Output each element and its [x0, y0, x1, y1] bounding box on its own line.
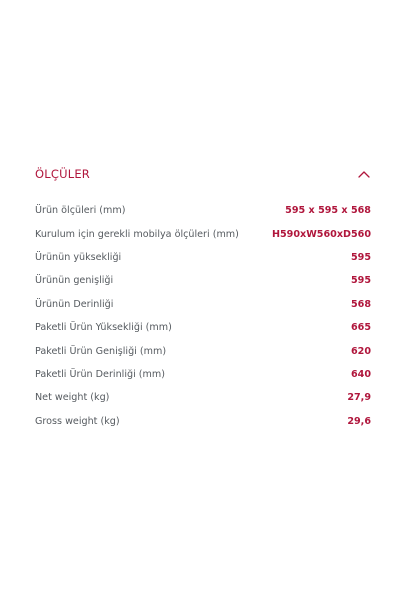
- spec-value: 27,9: [347, 392, 371, 404]
- spec-label: Net weight (kg): [35, 392, 110, 404]
- spec-label: Ürün ölçüleri (mm): [35, 205, 126, 217]
- spec-label: Kurulum için gerekli mobilya ölçüleri (mm): [35, 228, 239, 240]
- section-title: ÖLÇÜLER: [35, 167, 90, 181]
- spec-row: [35, 363, 371, 386]
- spec-row: [35, 293, 371, 316]
- spec-label: Gross weight (kg): [35, 415, 120, 427]
- dimensions-section-header[interactable]: [35, 164, 371, 184]
- spec-row: [35, 410, 371, 433]
- spec-row: [35, 269, 371, 292]
- spec-label: Paketli Ürün Derinliği (mm): [35, 368, 165, 380]
- spec-list: [35, 199, 371, 433]
- spec-label: Ürünün genişliği: [35, 275, 114, 287]
- spec-label: Paketli Ürün Genişliği (mm): [35, 345, 167, 357]
- spec-value: 595: [350, 275, 371, 287]
- spec-label: Ürünün yüksekliği: [35, 251, 122, 263]
- spec-value: 595 x 595 x 568: [285, 205, 371, 217]
- spec-row: [35, 199, 371, 222]
- spec-value: 620: [350, 345, 371, 357]
- spec-row: [35, 339, 371, 362]
- spec-row: [35, 246, 371, 269]
- spec-value: 568: [350, 298, 371, 310]
- spec-value: 640: [350, 368, 371, 380]
- spec-row: [35, 222, 371, 245]
- spec-row: [35, 316, 371, 339]
- spec-label: Paketli Ürün Yüksekliği (mm): [35, 322, 172, 334]
- spec-value: 595: [350, 251, 371, 263]
- spec-value: 29,6: [347, 415, 371, 427]
- spec-row: [35, 386, 371, 409]
- chevron-up-icon[interactable]: [357, 167, 371, 181]
- spec-value: H590xW560xD560: [271, 228, 371, 240]
- spec-value: 665: [350, 322, 371, 334]
- spec-label: Ürünün Derinliği: [35, 298, 114, 310]
